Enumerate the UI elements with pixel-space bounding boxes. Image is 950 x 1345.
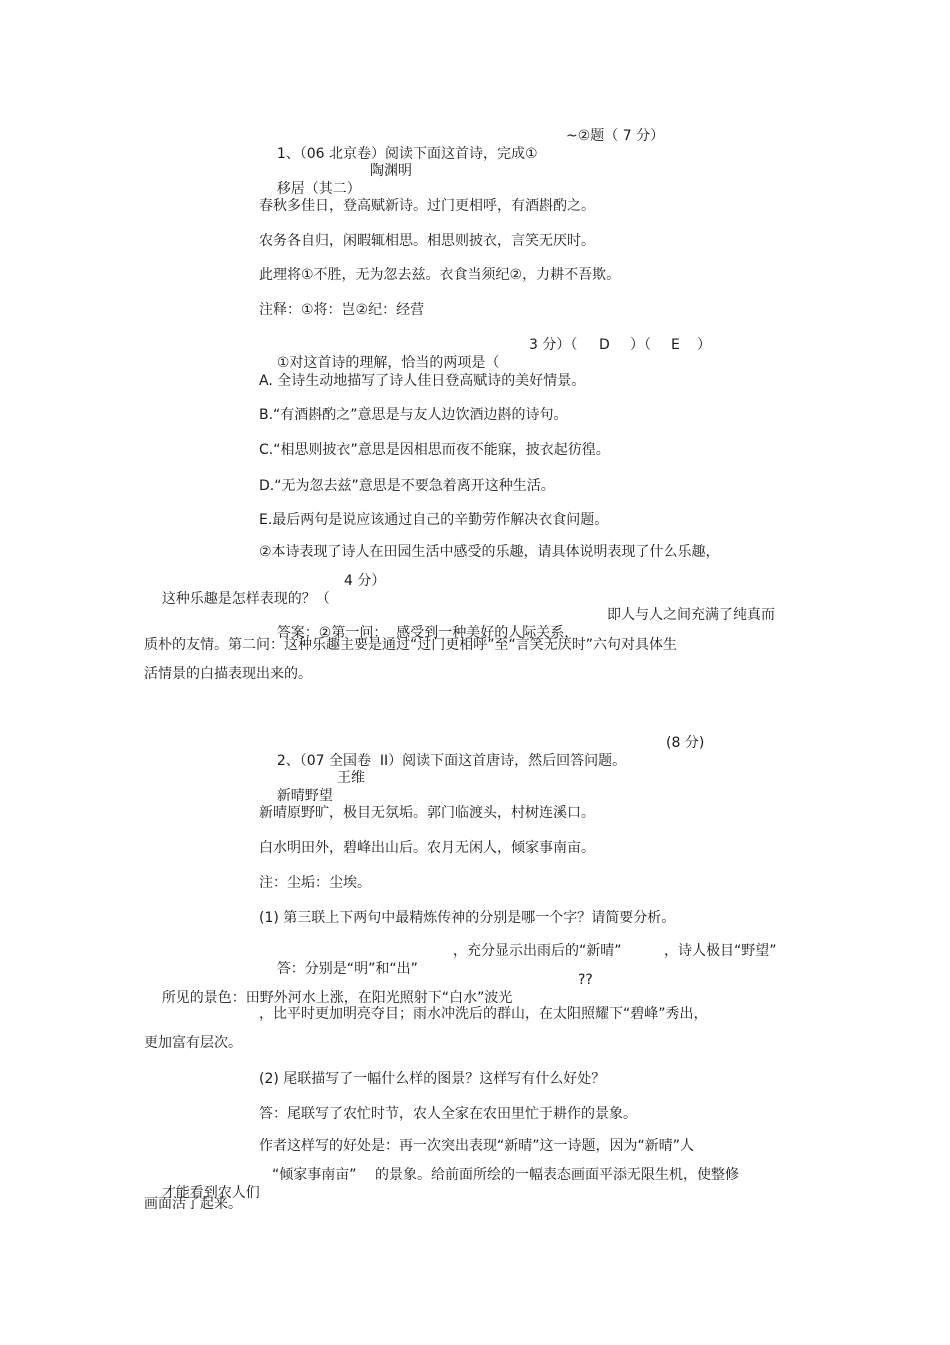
q2-poem-author: 王维 bbox=[337, 770, 365, 786]
q1-header-range: ~②题（ 7 分） bbox=[566, 128, 665, 144]
q1-sub2-line-1: ②本诗表现了诗人在田园生活中感受的乐趣，请具体说明表现了什么乐趣， bbox=[259, 544, 720, 560]
q1-sub1-text: ①对这首诗的理解，恰当的两项是（ bbox=[276, 355, 500, 371]
q2-sub2-answer-line-4: 画面活了起来。 bbox=[144, 1196, 242, 1212]
q1-sub1-close: ） bbox=[697, 337, 711, 353]
q2-sub2-answer-b: “倾家事南亩” bbox=[272, 1167, 357, 1183]
q2-sub2-answer-line-2: 作者这样写的好处是：再一次突出表现“新晴”这一诗题，因为“新晴”人 bbox=[259, 1138, 695, 1154]
q2-poem-line-1: 新晴原野旷，极目无氛垢。郭门临渡头，村树连溪口。 bbox=[259, 805, 595, 821]
q1-sub1-answer-2: E bbox=[671, 337, 680, 353]
q1-answer-line-3: 活情景的白描表现出来的。 bbox=[144, 666, 312, 682]
q1-answer-line-2: 质朴的友情。第二问：这种乐趣主要是通过“过门更相呼”至“言笑无厌时”六句对具体生 bbox=[144, 637, 678, 653]
q1-poem-line-3: 此理将①不胜，无为忽去兹。衣食当须纪②，力耕不吾欺。 bbox=[259, 267, 621, 283]
q1-option-e: E.最后两句是说应该通过自己的辛勤劳作解决衣食问题。 bbox=[259, 512, 609, 528]
q2-note: 注：尘垢：尘埃。 bbox=[259, 875, 371, 891]
q1-poem-line-2: 农务各自归，闲暇辄相思。相思则披衣，言笑无厌时。 bbox=[259, 233, 595, 249]
q1-option-c: C.“相思则披衣”意思是因相思而夜不能寐，披衣起彷徨。 bbox=[259, 442, 610, 458]
q2-sub1-answer-d: 所见的景色：田野外河水上涨，在阳光照射下“白水”波光 bbox=[161, 990, 513, 1006]
q1-poem-author: 陶渊明 bbox=[370, 163, 412, 179]
q2-sub1-answer-b: ，充分显示出雨后的“新晴” bbox=[453, 943, 622, 959]
q1-option-b: B.“有酒斟酌之”意思是与友人边饮酒边斟的诗句。 bbox=[259, 407, 568, 423]
q2-sub1-answer-line-3: ，比平时更加明亮夺目；雨水冲洗后的群山，在太阳照耀下“碧峰”秀出， bbox=[259, 1006, 708, 1022]
q1-answer-text-a: 答案：②第一问： 感受到一种美好的人际关系， bbox=[276, 625, 579, 641]
q2-sub1-answer-a: 答：分别是“明”和“出” bbox=[276, 961, 418, 977]
q2-poem-line-2: 白水明田外，碧峰出山后。农月无闲人，倾家事南亩。 bbox=[259, 840, 595, 856]
q2-sub1-question: (1) 第三联上下两句中最精炼传神的分别是哪一个字？请简要分析。 bbox=[259, 910, 676, 926]
q1-header-text: 1、（06 北京卷）阅读下面这首诗，完成① bbox=[276, 146, 538, 162]
q1-sub1-bracket: ）（ bbox=[630, 337, 651, 353]
q2-sub1-answer-e: ?? bbox=[578, 972, 593, 988]
q1-sub1-answer-1: D bbox=[599, 337, 610, 353]
q2-header-points: (8 分) bbox=[666, 735, 705, 751]
q1-option-d: D.“无为忽去兹”意思是不要急着离开这种生活。 bbox=[259, 478, 555, 494]
q2-sub1-answer-c: ，诗人极目“野望” bbox=[664, 943, 777, 959]
q1-option-a: A. 全诗生动地描写了诗人佳日登高赋诗的美好情景。 bbox=[259, 373, 586, 389]
q2-sub2-answer-a: 才能看到农人们 bbox=[161, 1185, 260, 1201]
q2-sub2-answer-c: 的景象。给前面所绘的一幅表态画面平添无限生机，使整修 bbox=[375, 1167, 739, 1183]
q1-poem-name: 移居（其二） bbox=[276, 181, 361, 197]
q1-sub2-text: 这种乐趣是怎样表现的？（ bbox=[161, 591, 330, 607]
q2-sub1-answer-line-4: 更加富有层次。 bbox=[144, 1035, 242, 1051]
q1-note: 注释：①将：岂②纪：经营 bbox=[259, 302, 425, 318]
q1-sub2-points: 4 分） bbox=[344, 573, 386, 589]
q1-sub1-points: 3 分）（ bbox=[529, 337, 578, 353]
q2-poem-name: 新晴野望 bbox=[276, 788, 333, 804]
q2-sub2-answer-line-1: 答：尾联写了农忙时节，农人全家在农田里忙于耕作的景象。 bbox=[259, 1106, 637, 1122]
q2-header-text: 2、（07 全国卷 II）阅读下面这首唐诗，然后回答问题。 bbox=[276, 753, 627, 769]
q1-answer-text-b: 即人与人之间充满了纯真而 bbox=[607, 607, 775, 623]
q1-poem-line-1: 春秋多佳日，登高赋新诗。过门更相呼，有酒斟酌之。 bbox=[259, 198, 595, 214]
q2-sub2-question: (2) 尾联描写了一幅什么样的图景？这样写有什么好处？ bbox=[259, 1071, 606, 1087]
